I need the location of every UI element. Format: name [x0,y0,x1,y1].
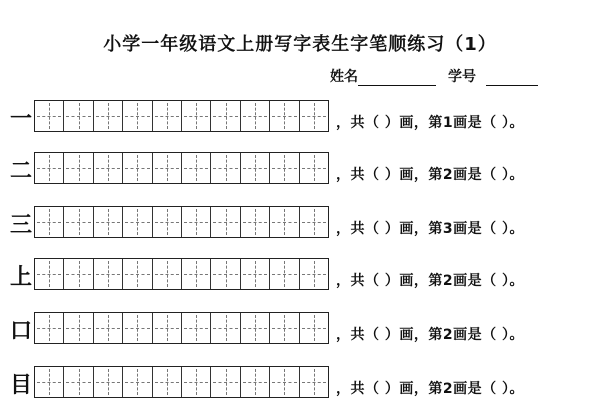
stroke-question-suffix: 画是（ ）。 [453,115,524,131]
writing-cell[interactable] [123,367,152,397]
writing-grid [34,152,329,184]
writing-cell[interactable] [211,259,240,289]
stroke-question-prefix: ，共（ ）画，第 [336,167,443,183]
writing-grid [34,312,329,344]
writing-cell[interactable] [123,313,152,343]
writing-cell[interactable] [270,153,299,183]
stroke-question-suffix: 画是（ ）。 [453,327,524,343]
writing-cell[interactable] [211,101,240,131]
practice-row [0,206,600,246]
writing-cell[interactable] [64,207,93,237]
practice-row [0,100,600,140]
writing-cell[interactable] [241,101,270,131]
writing-cell[interactable] [35,367,64,397]
writing-cell[interactable] [64,153,93,183]
stroke-question-suffix: 画是（ ）。 [453,167,524,183]
writing-cell[interactable] [35,153,64,183]
stroke-question [336,112,524,132]
writing-cell[interactable] [270,367,299,397]
name-label: 姓名 [330,69,358,85]
stroke-question [336,378,524,398]
stroke-question-suffix: 画是（ ）。 [453,221,524,237]
writing-cell[interactable] [241,313,270,343]
writing-cell[interactable] [64,313,93,343]
writing-grid [34,258,329,290]
stroke-question-suffix: 画是（ ）。 [453,273,524,289]
writing-grid [34,100,329,132]
name-blank[interactable] [358,71,436,86]
writing-cell[interactable] [153,207,182,237]
writing-cell[interactable] [182,367,211,397]
writing-cell[interactable] [153,101,182,131]
practice-row [0,152,600,192]
practice-row [0,366,600,406]
writing-cell[interactable] [94,153,123,183]
writing-cell[interactable] [64,259,93,289]
writing-cell[interactable] [211,313,240,343]
writing-cell[interactable] [182,207,211,237]
stroke-question [336,164,524,184]
stroke-question-stroke: 1 [442,115,454,131]
stroke-question-stroke: 2 [442,167,454,183]
writing-cell[interactable] [270,101,299,131]
writing-grid [34,366,329,398]
writing-cell[interactable] [241,207,270,237]
writing-cell[interactable] [241,367,270,397]
writing-cell[interactable] [35,101,64,131]
writing-cell[interactable] [153,153,182,183]
student-id-label: 学号 [448,69,476,85]
writing-cell[interactable] [241,259,270,289]
writing-cell[interactable] [211,207,240,237]
writing-cell[interactable] [64,367,93,397]
writing-cell[interactable] [300,259,328,289]
practice-row [0,258,600,298]
writing-cell[interactable] [153,313,182,343]
stroke-question-stroke: 2 [442,273,454,289]
practice-character: 一 [9,107,32,132]
stroke-question-prefix: ，共（ ）画，第 [336,115,443,131]
practice-character: 二 [9,159,32,184]
stroke-question [336,324,524,344]
writing-cell[interactable] [123,153,152,183]
writing-cell[interactable] [300,153,328,183]
writing-cell[interactable] [211,367,240,397]
practice-character: 口 [9,319,32,344]
writing-cell[interactable] [123,259,152,289]
practice-character: 上 [9,265,32,290]
student-id-blank[interactable] [486,71,538,86]
writing-cell[interactable] [182,313,211,343]
writing-cell[interactable] [270,207,299,237]
stroke-question-stroke: 3 [442,221,454,237]
writing-cell[interactable] [270,259,299,289]
student-info [330,66,538,86]
writing-cell[interactable] [64,101,93,131]
writing-cell[interactable] [94,313,123,343]
stroke-question-prefix: ，共（ ）画，第 [336,273,443,289]
writing-cell[interactable] [94,367,123,397]
writing-cell[interactable] [35,207,64,237]
writing-cell[interactable] [300,101,328,131]
writing-cell[interactable] [35,313,64,343]
stroke-question-prefix: ，共（ ）画，第 [336,381,443,397]
writing-cell[interactable] [94,101,123,131]
practice-row [0,312,600,352]
writing-cell[interactable] [241,153,270,183]
writing-cell[interactable] [153,259,182,289]
writing-cell[interactable] [153,367,182,397]
writing-cell[interactable] [94,207,123,237]
writing-cell[interactable] [300,313,328,343]
stroke-question-suffix: 画是（ ）。 [453,381,524,397]
stroke-question-stroke: 2 [442,381,454,397]
writing-cell[interactable] [300,207,328,237]
worksheet-title: 小学一年级语文上册写字表生字笔顺练习（1） [103,34,497,55]
writing-cell[interactable] [182,101,211,131]
stroke-question-prefix: ，共（ ）画，第 [336,327,443,343]
writing-cell[interactable] [270,313,299,343]
writing-grid [34,206,329,238]
stroke-question-prefix: ，共（ ）画，第 [336,221,443,237]
stroke-question [336,218,524,238]
writing-cell[interactable] [211,153,240,183]
practice-character: 三 [9,213,32,238]
practice-character: 目 [9,373,32,398]
stroke-question [336,270,524,290]
writing-cell[interactable] [123,101,152,131]
stroke-question-stroke: 2 [442,327,454,343]
writing-cell[interactable] [35,259,64,289]
writing-cell[interactable] [123,207,152,237]
writing-cell[interactable] [182,259,211,289]
writing-cell[interactable] [300,367,328,397]
writing-cell[interactable] [182,153,211,183]
writing-cell[interactable] [94,259,123,289]
